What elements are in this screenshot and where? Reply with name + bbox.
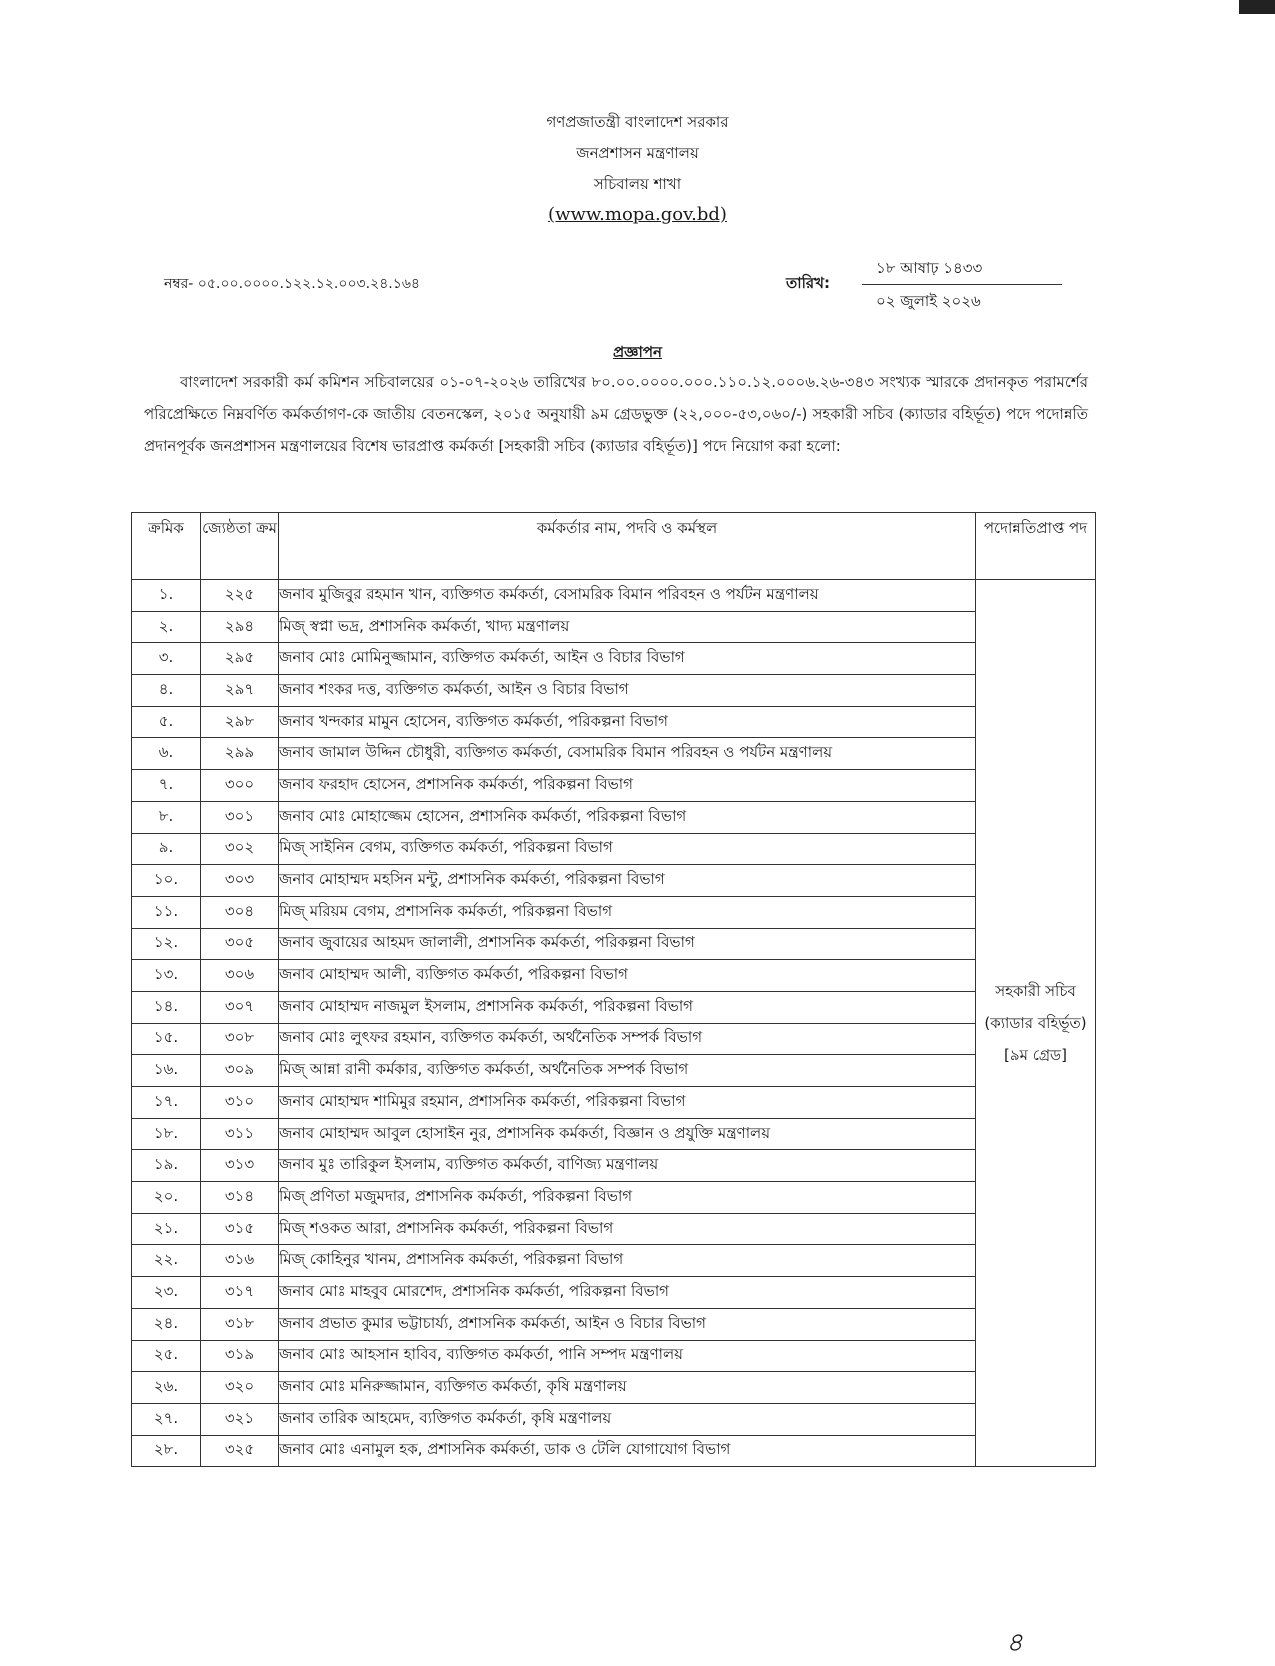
row-serial: ৯.	[132, 833, 201, 865]
row-seniority: ৩০৮	[201, 1023, 279, 1055]
table-row	[132, 1245, 1096, 1277]
row-serial: ১৫.	[132, 1023, 201, 1055]
row-serial: ১৭.	[132, 1087, 201, 1119]
row-officer: মিজ্ সাইনিন বেগম, ব্যক্তিগত কর্মকর্তা, পরিকল্পনা বিভাগ	[279, 833, 976, 865]
table-row	[132, 801, 1096, 833]
table-row	[132, 1213, 1096, 1245]
row-seniority: ৩০১	[201, 801, 279, 833]
row-seniority: ২৯৭	[201, 675, 279, 707]
table-row	[132, 1340, 1096, 1372]
promotion-table	[131, 512, 1096, 1467]
table-body	[132, 580, 1096, 1467]
table-row	[132, 738, 1096, 770]
row-seniority: ৩১৭	[201, 1277, 279, 1309]
row-officer: জনাব তারিক আহমেদ, ব্যক্তিগত কর্মকর্তা, কৃষি মন্ত্রণালয়	[279, 1403, 976, 1435]
row-serial: ৫.	[132, 706, 201, 738]
row-serial: ৩.	[132, 643, 201, 675]
row-officer: জনাব মোঃ আহসান হাবিব, ব্যক্তিগত কর্মকর্তা, পানি সম্পদ মন্ত্রণালয়	[279, 1340, 976, 1372]
row-seniority: ৩২১	[201, 1403, 279, 1435]
notice-paragraph: বাংলাদেশ সরকারী কর্ম কমিশন সচিবালয়ের ০১-০৭-২০২৬ তারিখের ৮০.০০.০০০০.০০০.১১০.১২.০০০৬.২৬-৩৪৩ সংখ্যক স্মারকে প্রদানকৃত পরামর্শের পরিপ্রেক্ষিতে নিম্নবর্ণিত কর্মকর্তাগণ-কে জাতীয় বেতনস্কেল, ২০১৫ অনুযায়ী ৯ম গ্রেডভুক্ত (২২,০০০-৫৩,০৬০/-) সহকারী সচিব (ক্যাডার বহির্ভূত) পদে পদোন্নতি প্রদানপূর্বক জনপ্রশাসন মন্ত্রণালয়ের বিশেষ ভারপ্রাপ্ত কর্মকর্তা [সহকারী সচিব (ক্যাডার বহির্ভূত)] পদে নিয়োগ করা হলো:	[144, 373, 1088, 455]
row-serial: ৪.	[132, 675, 201, 707]
table-row	[132, 611, 1096, 643]
row-officer: জনাব মোহাম্মদ মহসিন মন্টু, প্রশাসনিক কর্মকর্তা, পরিকল্পনা বিভাগ	[279, 865, 976, 897]
row-seniority: ৩০২	[201, 833, 279, 865]
row-seniority: ২৯৮	[201, 706, 279, 738]
row-serial: ২৪.	[132, 1308, 201, 1340]
row-seniority: ৩০০	[201, 770, 279, 802]
row-officer: জনাব মোঃ এনামুল হক, প্রশাসনিক কর্মকর্তা, ডাক ও টেলি যোগাযোগ বিভাগ	[279, 1435, 976, 1467]
row-serial: ২১.	[132, 1213, 201, 1245]
row-seniority: ৩১৯	[201, 1340, 279, 1372]
row-seniority: ২৯৯	[201, 738, 279, 770]
row-seniority: ২২৫	[201, 580, 279, 612]
row-seniority: ৩০৯	[201, 1055, 279, 1087]
row-serial: ১৩.	[132, 960, 201, 992]
row-serial: ১৪.	[132, 991, 201, 1023]
table-row	[132, 928, 1096, 960]
row-officer: জনাব মোঃ মোহাজ্জেম হোসেন, প্রশাসনিক কর্মকর্তা, পরিকল্পনা বিভাগ	[279, 801, 976, 833]
row-seniority: ৩১৩	[201, 1150, 279, 1182]
table-row	[132, 580, 1096, 612]
table-row	[132, 833, 1096, 865]
row-officer: জনাব মোঃ মনিরুজ্জামান, ব্যক্তিগত কর্মকর্তা, কৃষি মন্ত্রণালয়	[279, 1372, 976, 1404]
row-seniority: ৩১৬	[201, 1245, 279, 1277]
row-serial: ২৭.	[132, 1403, 201, 1435]
header-name: কর্মকর্তার নাম, পদবি ও কর্মস্থল	[279, 513, 976, 580]
row-seniority: ৩১১	[201, 1118, 279, 1150]
date-bangla: ১৮ আষাঢ় ১৪৩৩	[876, 259, 983, 277]
page-number: ৪	[1006, 1628, 1023, 1658]
row-officer: জনাব শংকর দত্ত, ব্যক্তিগত কর্মকর্তা, আইন ও বিচার বিভাগ	[279, 675, 976, 707]
row-serial: ১৮.	[132, 1118, 201, 1150]
scan-edge-mark	[1239, 0, 1275, 14]
row-serial: ২৬.	[132, 1372, 201, 1404]
govt-name: গণপ্রজাতন্ত্রী বাংলাদেশ সরকার	[546, 113, 729, 131]
table-row	[132, 1023, 1096, 1055]
table-row	[132, 991, 1096, 1023]
row-officer: মিজ্ আন্না রানী কর্মকার, ব্যক্তিগত কর্মকর্তা, অর্থনৈতিক সম্পর্ক বিভাগ	[279, 1055, 976, 1087]
table-row	[132, 1150, 1096, 1182]
row-officer: জনাব জামাল উদ্দিন চৌধুরী, ব্যক্তিগত কর্মকর্তা, বেসামরিক বিমান পরিবহন ও পর্যটন মন্ত্রণালয়	[279, 738, 976, 770]
row-officer: জনাব মুঃ তারিকুল ইসলাম, ব্যক্তিগত কর্মকর্তা, বাণিজ্য মন্ত্রণালয়	[279, 1150, 976, 1182]
row-seniority: ৩০৫	[201, 928, 279, 960]
row-officer: জনাব মোঃ লুৎফর রহমান, ব্যক্তিগত কর্মকর্তা, অর্থনৈতিক সম্পর্ক বিভাগ	[279, 1023, 976, 1055]
promoted-post: সহকারী সচিব (ক্যাডার বহির্ভূত) [৯ম গ্রেড]	[976, 580, 1096, 1467]
table-row	[132, 1435, 1096, 1467]
table-row	[132, 1055, 1096, 1087]
row-serial: ১৯.	[132, 1150, 201, 1182]
row-serial: ১.	[132, 580, 201, 612]
row-officer: মিজ্ প্রণিতা মজুমদার, প্রশাসনিক কর্মকর্তা, পরিকল্পনা বিভাগ	[279, 1182, 976, 1214]
row-seniority: ৩০৭	[201, 991, 279, 1023]
table-row	[132, 865, 1096, 897]
row-serial: ৭.	[132, 770, 201, 802]
header-seniority: জ্যেষ্ঠতা ক্রম	[201, 513, 279, 580]
date-divider	[862, 284, 1062, 285]
row-officer: জনাব প্রভাত কুমার ভট্টাচার্য্য, প্রশাসনিক কর্মকর্তা, আইন ও বিচার বিভাগ	[279, 1308, 976, 1340]
table-row	[132, 706, 1096, 738]
date-english: ০২ জুলাই ২০২৬	[876, 292, 981, 310]
row-serial: ১০.	[132, 865, 201, 897]
header-serial: ক্রমিক	[132, 513, 201, 580]
row-seniority: ৩২৫	[201, 1435, 279, 1467]
row-officer: জনাব মোঃ মাহবুব মোরশেদ, প্রশাসনিক কর্মকর্তা, পরিকল্পনা বিভাগ	[279, 1277, 976, 1309]
memo-number: নম্বর- ০৫.০০.০০০০.১২২.১২.০০৩.২৪.১৬৪	[164, 276, 421, 292]
table-row	[132, 1372, 1096, 1404]
table-row	[132, 1182, 1096, 1214]
notice-title: প্রজ্ঞাপন	[612, 343, 663, 361]
row-officer: জনাব মোহাম্মদ শামিমুর রহমান, প্রশাসনিক কর্মকর্তা, পরিকল্পনা বিভাগ	[279, 1087, 976, 1119]
section-name: সচিবালয় শাখা	[593, 175, 682, 193]
row-seniority: ৩১০	[201, 1087, 279, 1119]
row-seniority: ৩২০	[201, 1372, 279, 1404]
table-row	[132, 1087, 1096, 1119]
table-row	[132, 896, 1096, 928]
row-officer: মিজ্ কোহিনুর খানম, প্রশাসনিক কর্মকর্তা, পরিকল্পনা বিভাগ	[279, 1245, 976, 1277]
row-serial: ২০.	[132, 1182, 201, 1214]
table-row	[132, 1308, 1096, 1340]
table-row	[132, 960, 1096, 992]
row-seniority: ৩০৩	[201, 865, 279, 897]
row-seniority: ৩১৪	[201, 1182, 279, 1214]
row-officer: জনাব মুজিবুর রহমান খান, ব্যক্তিগত কর্মকর্তা, বেসামরিক বিমান পরিবহন ও পর্যটন মন্ত্রণালয়	[279, 580, 976, 612]
row-seniority: ২৯৪	[201, 611, 279, 643]
row-seniority: ২৯৫	[201, 643, 279, 675]
row-serial: ১৬.	[132, 1055, 201, 1087]
row-seniority: ৩০৪	[201, 896, 279, 928]
row-officer: মিজ্ স্বপ্না ভদ্র, প্রশাসনিক কর্মকর্তা, খাদ্য মন্ত্রণালয়	[279, 611, 976, 643]
row-officer: জনাব খন্দকার মামুন হোসেন, ব্যক্তিগত কর্মকর্তা, পরিকল্পনা বিভাগ	[279, 706, 976, 738]
row-officer: জনাব মোঃ মোমিনুজ্জামান, ব্যক্তিগত কর্মকর্তা, আইন ও বিচার বিভাগ	[279, 643, 976, 675]
row-serial: ৮.	[132, 801, 201, 833]
row-serial: ২৮.	[132, 1435, 201, 1467]
row-officer: জনাব মোহাম্মদ নাজমুল ইসলাম, প্রশাসনিক কর্মকর্তা, পরিকল্পনা বিভাগ	[279, 991, 976, 1023]
row-serial: ২.	[132, 611, 201, 643]
row-serial: ১১.	[132, 896, 201, 928]
row-officer: জনাব জুবায়ের আহমদ জালালী, প্রশাসনিক কর্মকর্তা, পরিকল্পনা বিভাগ	[279, 928, 976, 960]
table-row	[132, 1277, 1096, 1309]
row-seniority: ৩১৮	[201, 1308, 279, 1340]
row-serial: ২২.	[132, 1245, 201, 1277]
row-officer: মিজ্ মরিয়ম বেগম, প্রশাসনিক কর্মকর্তা, পরিকল্পনা বিভাগ	[279, 896, 976, 928]
row-officer: মিজ্ শওকত আরা, প্রশাসনিক কর্মকর্তা, পরিকল্পনা বিভাগ	[279, 1213, 976, 1245]
date-label: তারিখ:	[786, 274, 830, 292]
row-seniority: ৩০৬	[201, 960, 279, 992]
header-post: পদোন্নতিপ্রাপ্ত পদ	[976, 513, 1096, 580]
row-serial: ২৫.	[132, 1340, 201, 1372]
row-officer: জনাব ফরহাদ হোসেন, প্রশাসনিক কর্মকর্তা, পরিকল্পনা বিভাগ	[279, 770, 976, 802]
table-row	[132, 643, 1096, 675]
table-row	[132, 1118, 1096, 1150]
table-row	[132, 1403, 1096, 1435]
row-serial: ৬.	[132, 738, 201, 770]
table-row	[132, 770, 1096, 802]
row-officer: জনাব মোহাম্মদ আবুল হোসাইন নুর, প্রশাসনিক কর্মকর্তা, বিজ্ঞান ও প্রযুক্তি মন্ত্রণালয়	[279, 1118, 976, 1150]
row-serial: ১২.	[132, 928, 201, 960]
row-serial: ২৩.	[132, 1277, 201, 1309]
row-officer: জনাব মোহাম্মদ আলী, ব্যক্তিগত কর্মকর্তা, পরিকল্পনা বিভাগ	[279, 960, 976, 992]
ministry-name: জনপ্রশাসন মন্ত্রণালয়	[576, 144, 699, 162]
table-row	[132, 675, 1096, 707]
website-link[interactable]: (www.mopa.gov.bd)	[548, 204, 727, 225]
row-seniority: ৩১৫	[201, 1213, 279, 1245]
